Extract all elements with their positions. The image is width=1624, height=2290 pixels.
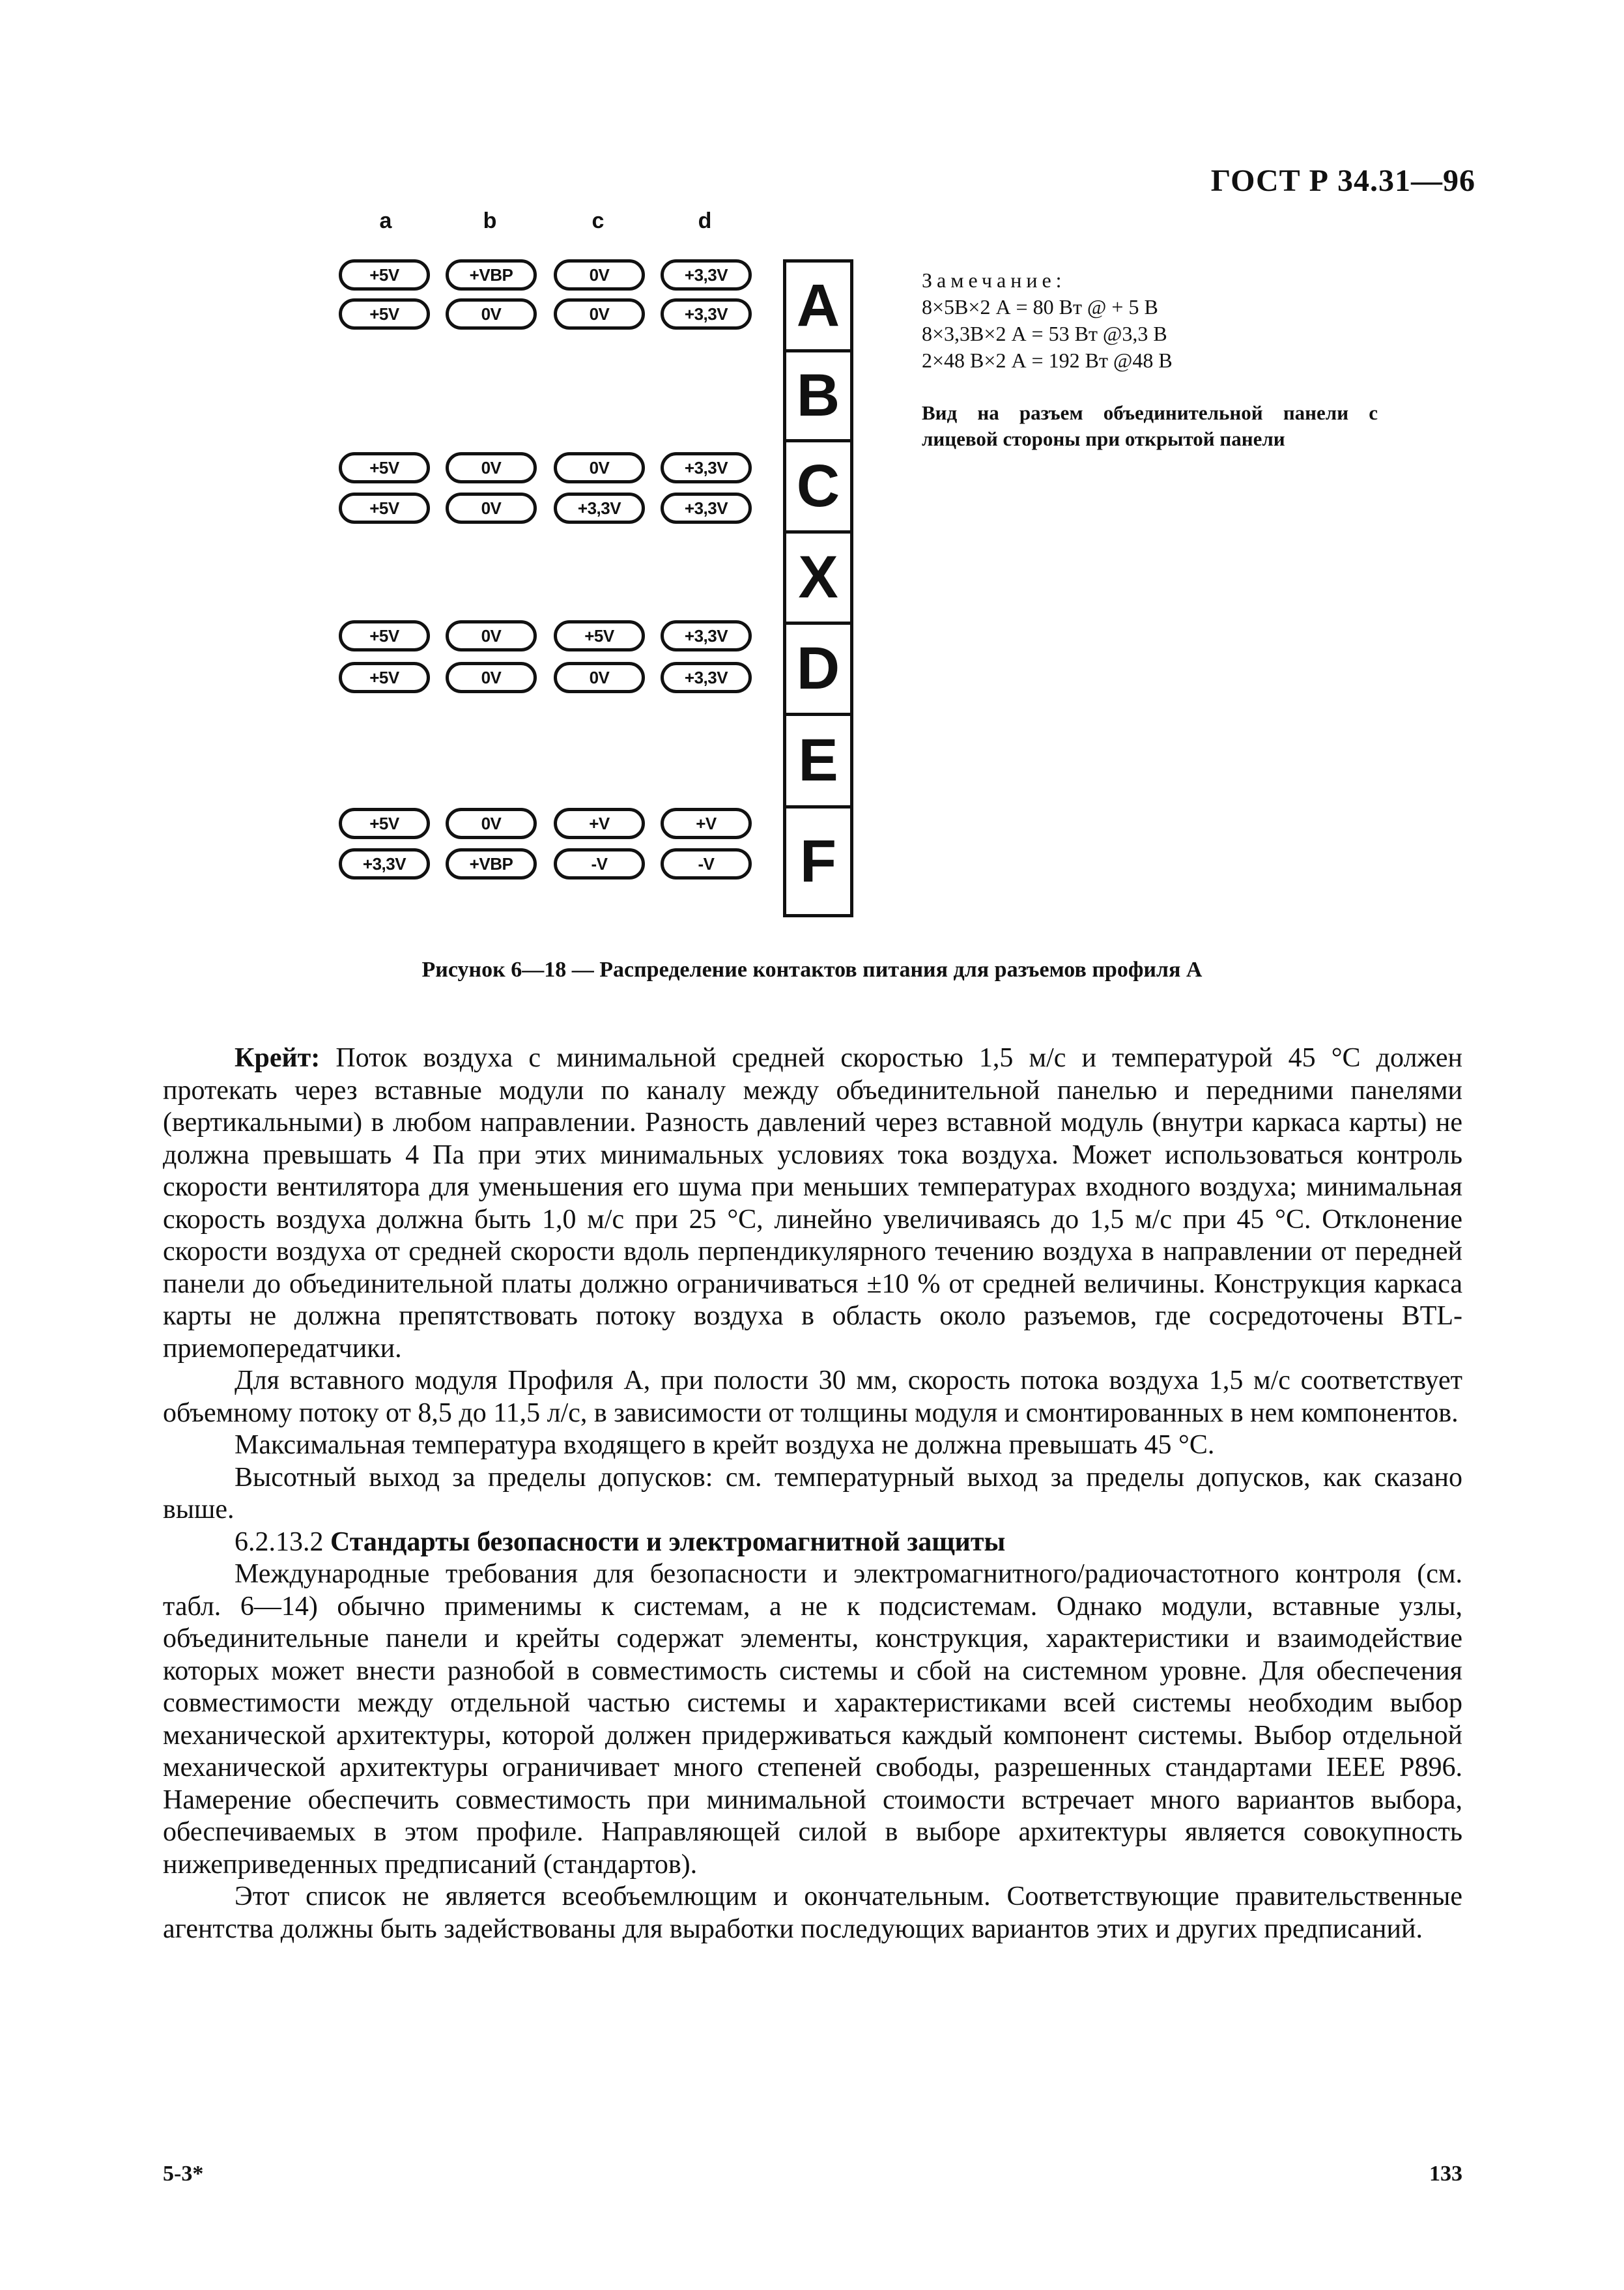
pin: 0V xyxy=(446,808,537,839)
paragraph xyxy=(163,1042,1462,1365)
column-letters xyxy=(339,208,795,241)
pin: +5V xyxy=(339,259,430,291)
pin: 0V xyxy=(446,493,537,524)
pin: 0V xyxy=(554,259,645,291)
pin: +3,3V xyxy=(661,662,752,693)
paragraph: Для вставного модуля Профиля А, при полости 30 мм, скорость потока воздуха 1,5 м/с соответствует объемному потоку от 8,5 до 11,5 л/с, в зависимости от толщины модуля и смонтированных в нем компонентов. xyxy=(163,1366,1462,1428)
standard-code: ГОСТ Р 34.31—96 xyxy=(1210,164,1475,198)
connector-figure xyxy=(339,208,1511,932)
pin: -V xyxy=(554,848,645,880)
pin-row xyxy=(339,662,782,696)
figure-caption: Рисунок 6—18 — Распределение контактов питания для разъемов профиля А xyxy=(421,958,1203,982)
body-text xyxy=(163,1042,1462,1945)
pin: -V xyxy=(661,848,752,880)
pin-row xyxy=(339,298,782,332)
row-label-a: A xyxy=(786,263,850,352)
row-label-e: E xyxy=(786,716,850,809)
pin-row xyxy=(339,452,782,486)
row-label-c: C xyxy=(786,442,850,534)
paragraph-lead: Крейт: xyxy=(235,1043,321,1073)
footer-signature: 5-3* xyxy=(163,2162,204,2186)
pin: 0V xyxy=(446,298,537,330)
section-heading xyxy=(163,1526,1462,1559)
pin: +5V xyxy=(339,662,430,693)
column-letter-b: b xyxy=(483,208,497,233)
pin: 0V xyxy=(446,620,537,651)
pin: +V xyxy=(661,808,752,839)
pin-row xyxy=(339,259,782,293)
note-view-text: Вид на разъем объединительной панели с лицевой стороны при открытой панели xyxy=(922,401,1378,450)
pin: +3,3V xyxy=(661,493,752,524)
page-number: 133 xyxy=(1429,2162,1462,2186)
row-labels-column xyxy=(783,259,853,917)
section-number: 6.2.13.2 xyxy=(235,1526,324,1557)
pin: 0V xyxy=(554,662,645,693)
row-label-d: D xyxy=(786,625,850,716)
pin: 0V xyxy=(446,662,537,693)
pin: +3,3V xyxy=(661,620,752,651)
note-title: Замечание: xyxy=(922,268,1066,292)
note-line: 8×5В×2 А = 80 Вт @ + 5 В xyxy=(922,295,1158,319)
pin: +3,3V xyxy=(661,298,752,330)
pin: 0V xyxy=(446,452,537,483)
pin: +3,3V xyxy=(661,452,752,483)
pin: +VBP xyxy=(446,259,537,291)
note-line: 8×3,3В×2 А = 53 Вт @3,3 В xyxy=(922,322,1167,345)
paragraph: Международные требования для безопасности и электромагнитного/радиочастотного контроля (см. табл. 6—14) обычно применимы к системам, а не к подсистемам. Однако модули, вставные узлы, объединительные панели и крейты содержат элементы, конструкция, характеристики и взаимодействие которых может внести разнобой в совместимость системы и сбой на системном уровне. Для обеспечения совместимости между отдельной частью системы и характеристиками всей системы необходим выбор механической архитектуры, которой должен придерживаться каждый компонент системы. Выбор отдельной механической архитектуры ограничивает много степеней свободы, разрешенных стандартами IEEE P896. Намерение обеспечить совместимость при минимальной стоимости встречает много вариантов выбора, обеспечиваемых в этом профиле. Направляющей силой в выборе архитектуры является совокупность нижеприведенных предписаний (стандартов). xyxy=(163,1559,1462,1880)
pin-row xyxy=(339,848,782,882)
note-line: 2×48 В×2 А = 192 Вт @48 В xyxy=(922,349,1173,372)
row-label-x: X xyxy=(786,534,850,625)
pin: +5V xyxy=(339,452,430,483)
column-letter-d: d xyxy=(698,208,712,233)
pin: +5V xyxy=(339,620,430,651)
paragraph: Высотный выход за пределы допусков: см. температурный выход за пределы допусков, как сказано выше. xyxy=(163,1462,1462,1524)
figure-note xyxy=(922,267,1378,452)
row-label-f: F xyxy=(799,827,837,895)
pin: 0V xyxy=(554,452,645,483)
section-title: Стандарты безопасности и электромагнитной защиты xyxy=(330,1526,1006,1557)
paragraph: Этот список не является всеобъемлющим и окончательным. Соответствующие правительственные агентства должны быть задействованы для выработки последующих вариантов этих и других предписаний. xyxy=(163,1882,1462,1944)
pin: +3,3V xyxy=(661,259,752,291)
pin-row xyxy=(339,620,782,654)
pin: +3,3V xyxy=(554,493,645,524)
row-label-b: B xyxy=(786,352,850,442)
column-letter-a: a xyxy=(379,208,392,233)
column-letter-c: c xyxy=(591,208,605,233)
pin-row xyxy=(339,808,782,842)
pin: 0V xyxy=(554,298,645,330)
pin: +V xyxy=(554,808,645,839)
pin-row xyxy=(339,493,782,526)
pin: +3,3V xyxy=(339,848,430,880)
paragraph-text: Поток воздуха с минимальной средней скоростью 1,5 м/с и температурой 45 °С должен протекать через вставные модули по каналу между объединительной панелью и передними панелями (вертикальными) в любом направлении. Разность давлений через вставной модуль (внутри каркаса карты) не должна превышать 4 Па при этих минимальных условиях тока воздуха. Может использоваться контроль скорости вентилятора для уменьшения его шума при меньших температурах входного воздуха; минимальная скорость воздуха должна быть 1,0 м/с при 25 °С, линейно увеличиваясь до 1,5 м/с при 45 °С. Отклонение скорости воздуха от средней скорости вдоль перпендикулярного течению воздуха в направлении от передней панели до объединительной платы должно ограничиваться ±10 % от средней величины. Конструкция каркаса карты не должна препятствовать потоку воздуха в область около разъемов, где сосредоточены BTL-приемопередатчики. xyxy=(163,1043,1462,1364)
pin: +5V xyxy=(339,808,430,839)
pin: +5V xyxy=(339,493,430,524)
paragraph: Максимальная температура входящего в крейт воздуха не должна превышать 45 °С. xyxy=(235,1430,1215,1460)
pin: +VBP xyxy=(446,848,537,880)
pin: +5V xyxy=(339,298,430,330)
pin: +5V xyxy=(554,620,645,651)
